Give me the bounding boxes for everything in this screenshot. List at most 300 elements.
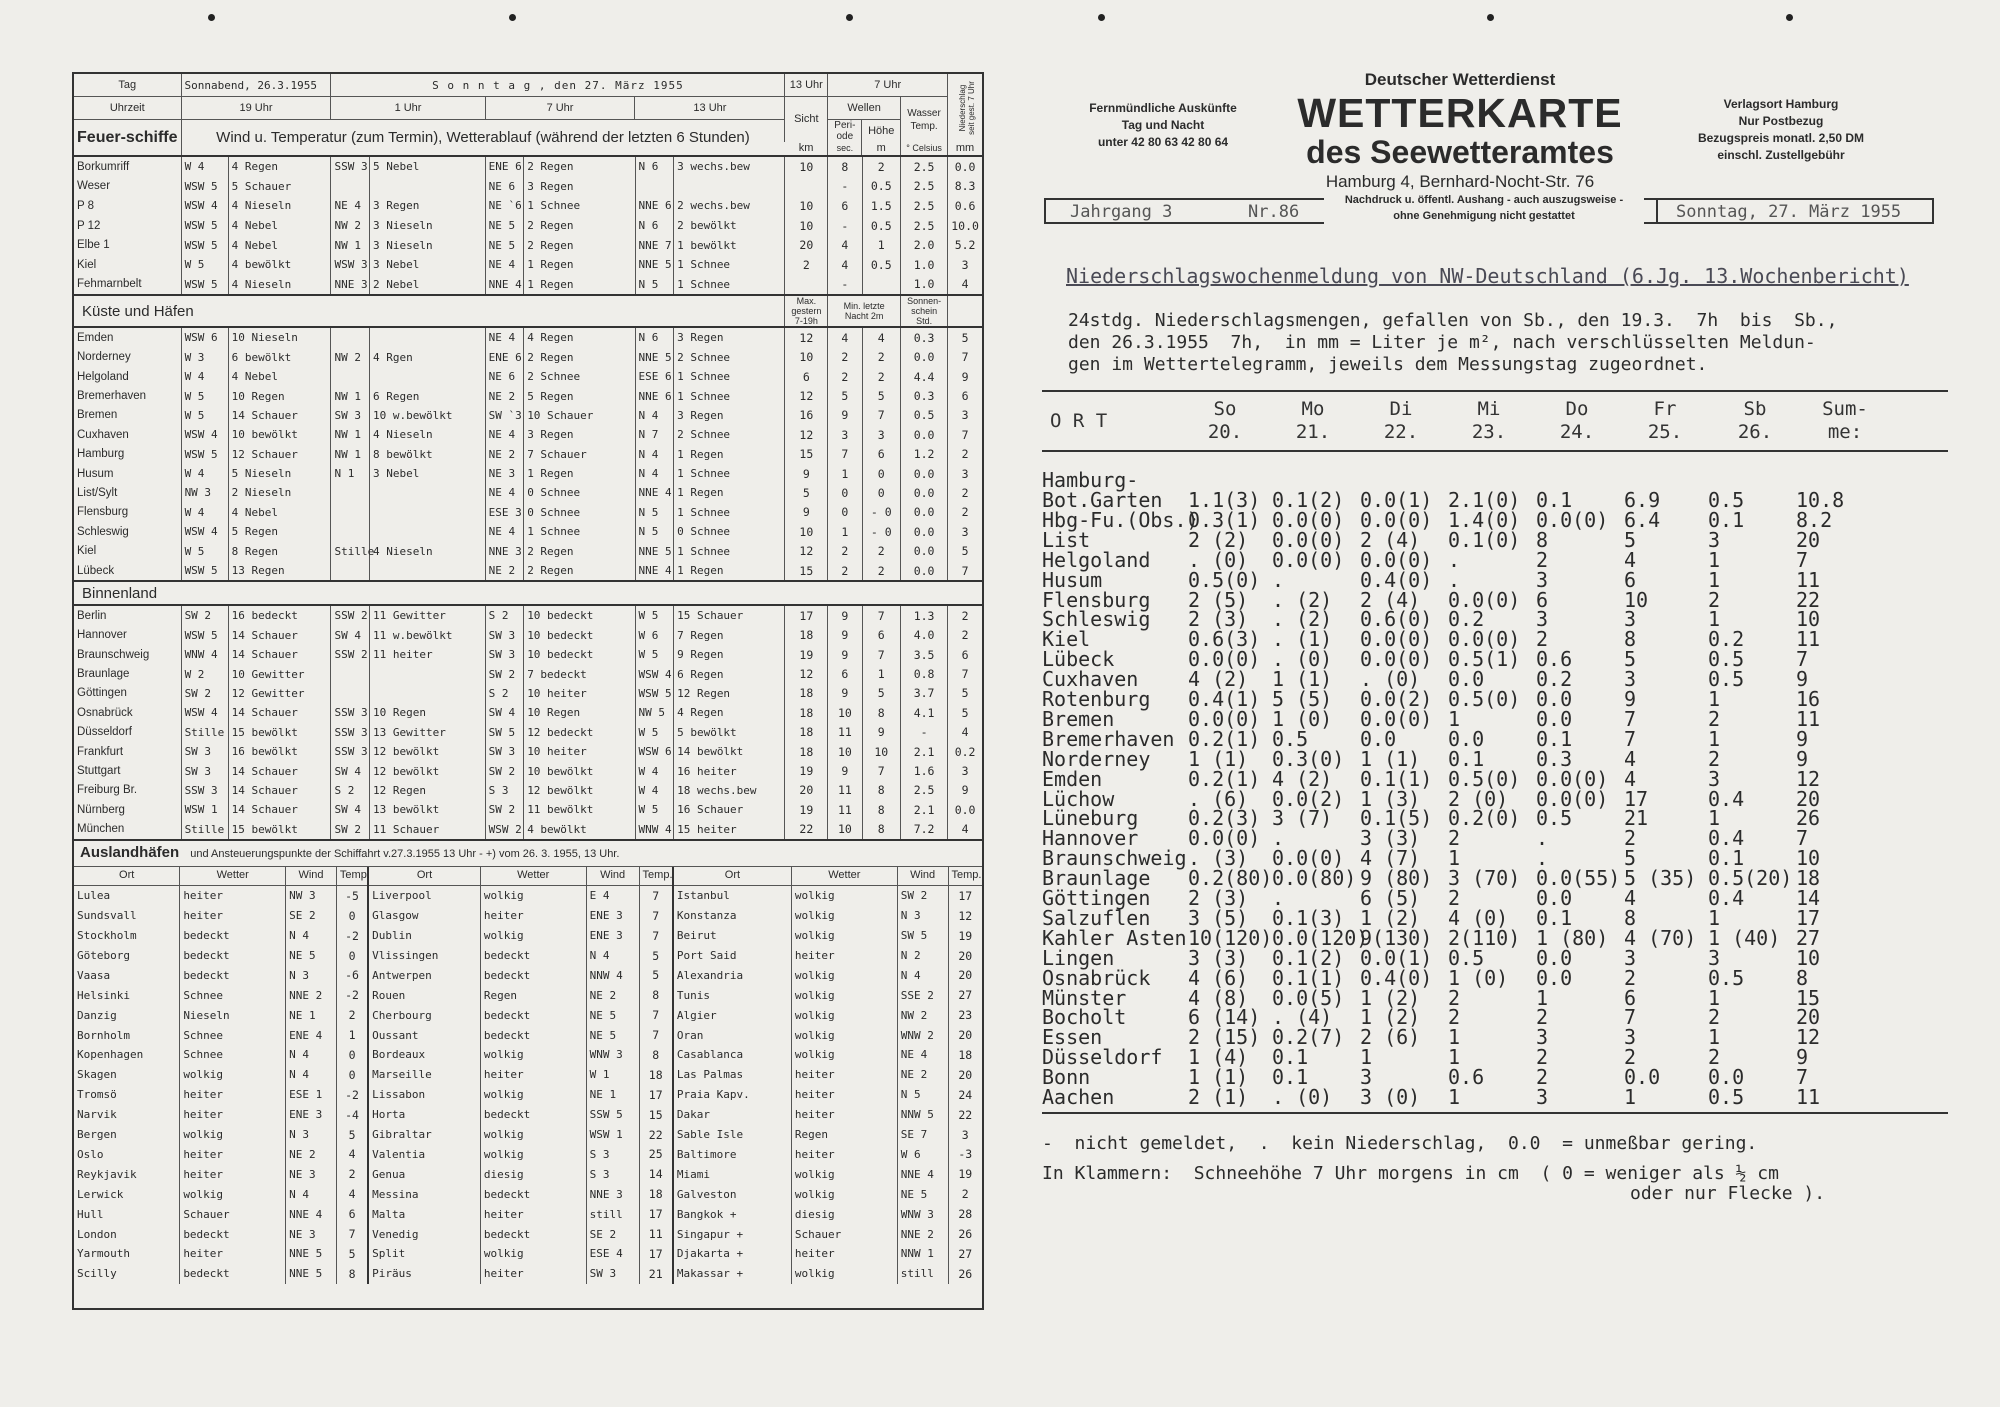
table-cell: SW 2 (897, 885, 948, 905)
col-header-line: 24. (1559, 421, 1595, 443)
table-cell: SSW 3 (331, 742, 370, 761)
precip-value: 0.2(7) (1272, 1025, 1345, 1050)
precip-value: 5 (1624, 846, 1637, 871)
table-cell: 0.0 (901, 464, 948, 483)
station-name: Husum (77, 467, 114, 480)
table-cell: wolkig (791, 926, 897, 946)
table-cell: ESE 6 (635, 367, 674, 386)
table-cell: NE 2 (485, 561, 524, 581)
table-cell: 2 Regen (524, 216, 635, 236)
table-cell: 4.0 (901, 626, 948, 645)
table-cell: 4 (862, 327, 901, 347)
precip-value: . (2) (1272, 607, 1333, 632)
table-cell: -5 (336, 885, 368, 905)
table-cell: 11 bewölkt (524, 800, 635, 819)
table-cell: Stille (181, 820, 228, 839)
station-name: Braunschweig (77, 648, 150, 661)
precip-value: 0.5 (1536, 806, 1573, 831)
table-cell: NE `6 (485, 196, 524, 216)
precip-value: 20 (1796, 786, 1821, 811)
table-cell: 7 (862, 605, 901, 625)
table-cell: 20 (948, 1065, 982, 1085)
table-cell: 22 (639, 1125, 673, 1145)
table-cell: 15 (785, 561, 828, 581)
table-cell: 11 (828, 781, 862, 800)
station-name: Aachen (1042, 1085, 1115, 1109)
table-cell: NNE 3 (485, 541, 524, 560)
precip-value: 5 (5) (1272, 687, 1333, 711)
table-row (74, 157, 982, 177)
table-cell: NE 4 (485, 425, 524, 444)
col-header-line: Do (1565, 398, 1589, 420)
table-cell: 12 (785, 664, 828, 683)
table-cell: 7 (862, 645, 901, 664)
table-cell: 18 (948, 1045, 982, 1065)
table-cell: 0 Schnee (524, 503, 635, 522)
precip-value: . (1272, 886, 1285, 910)
table-cell: 0.6 (948, 196, 982, 216)
table-row (74, 703, 982, 722)
table-cell: 1 Schnee (674, 255, 785, 275)
table-cell: wolkig (480, 1145, 586, 1165)
table-cell: NE 4 (485, 483, 524, 502)
station-name: Frankfurt (77, 745, 124, 758)
table-cell: WSW 5 (181, 626, 228, 645)
table-cell: SW 2 (181, 605, 228, 625)
table-cell: N 4 (286, 926, 337, 946)
table-cell: 10 heiter (524, 684, 635, 703)
table-cell: SSW 2 (331, 605, 370, 625)
table-cell: 10 Nieseln (228, 327, 331, 347)
table-cell: WSW 6 (635, 742, 674, 761)
precip-value: 2 (1624, 826, 1637, 851)
table-cell: 2 (948, 626, 982, 645)
table-cell: diesig (791, 1204, 897, 1224)
table-cell: WSW 4 (181, 522, 228, 541)
precip-value: 2 (1708, 1045, 1721, 1070)
port-name: Galveston (673, 1184, 792, 1204)
table-cell: 11 w.bewölkt (370, 626, 486, 645)
precip-value: 0.0 (1536, 886, 1573, 910)
table-cell: W 6 (635, 626, 674, 645)
precip-value: 0.5 (1708, 667, 1745, 692)
table-cell (370, 664, 486, 683)
table-cell: 10 (828, 820, 862, 839)
table-cell: 14 Schauer (228, 406, 331, 425)
table-cell: 22 (785, 820, 828, 839)
precip-value: 1 (40) (1708, 925, 1781, 950)
station-name: P 8 (77, 199, 95, 212)
station-name: Lüchow (1042, 786, 1115, 811)
table-cell: 24 (948, 1085, 982, 1105)
table-cell: 1.5 (862, 196, 901, 216)
celsius-label: ° Celsius (901, 142, 948, 156)
table-row (74, 216, 982, 236)
precip-value: 2 (3) (1188, 607, 1249, 632)
precip-value: 0.0 (1624, 1065, 1661, 1090)
ausland-col-header: Ort (368, 867, 480, 886)
precip-value: 1 (2) (1360, 905, 1421, 930)
table-cell: 4.4 (901, 367, 948, 386)
precip-value: 0.4 (1708, 826, 1745, 851)
precip-value: 0.0 (1708, 1065, 1745, 1090)
table-cell: 2 bewölkt (674, 216, 785, 236)
precip-value: 2 (1448, 886, 1461, 910)
port-name: Istanbul (673, 885, 792, 905)
mm-label: mm (948, 142, 982, 156)
precip-value: 9 (1624, 687, 1637, 711)
precip-col-header (1278, 398, 1348, 444)
table-cell: NW 2 (331, 348, 370, 367)
table-cell: 5 (948, 703, 982, 722)
table-cell: 12 Gewitter (228, 684, 331, 703)
table-cell: 10 Regen (228, 386, 331, 405)
table-cell: WSW 2 (485, 820, 524, 839)
precip-value: 0.0 (1536, 706, 1573, 731)
precip-row (1040, 1087, 1970, 1107)
table-cell: 17 (785, 605, 828, 625)
table-cell: 6 (862, 445, 901, 464)
table-cell: 3 Regen (674, 327, 785, 347)
station-name: Kahler Asten (1042, 925, 1187, 950)
table-cell: 2 Schnee (674, 348, 785, 367)
table-cell: 21 (639, 1264, 673, 1284)
table-cell: 15 bewölkt (228, 723, 331, 742)
hamburg-prefix-row (1040, 470, 1970, 490)
table-cell: bedeckt (180, 946, 286, 966)
station-name: Schleswig (77, 525, 129, 538)
table-cell: 16 heiter (674, 761, 785, 780)
table-cell: 8 (862, 820, 901, 839)
port-name: Valentia (368, 1145, 480, 1165)
station-name: Münster (1042, 985, 1127, 1010)
precip-value: 0.4(1) (1188, 687, 1261, 711)
table-cell: 13 Gewitter (370, 723, 486, 742)
precip-value: 4 (2) (1188, 667, 1249, 692)
punch-hole (846, 14, 853, 21)
table-cell: SSW 5 (586, 1105, 639, 1125)
table-cell: 2.5 (901, 157, 948, 177)
station-name: Weser (77, 180, 111, 193)
table-cell: 14 Schauer (228, 626, 331, 645)
binnen-title: Binnenland (74, 581, 982, 605)
table-cell: wolkig (480, 1125, 586, 1145)
ausland-row (74, 906, 982, 926)
table-cell: 4 bewölkt (524, 820, 635, 839)
port-name: Bornholm (77, 1028, 130, 1042)
table-cell: bedeckt (480, 1224, 586, 1244)
precip-value: 0.0(0) (1360, 627, 1433, 652)
station-name: Norderney (1042, 746, 1151, 771)
precip-row (1040, 746, 1970, 771)
precip-value: 0.0(0) (1188, 647, 1261, 672)
precip-value: 0.2(1) (1188, 766, 1261, 791)
table-cell: 6 (828, 196, 862, 216)
table-cell: 4 Regen (524, 327, 635, 347)
precip-value: . (1272, 826, 1285, 851)
table-cell: 10 Regen (524, 703, 635, 722)
precip-value: 1 (0) (1272, 706, 1333, 731)
table-cell: NE 6 (485, 177, 524, 197)
precip-value: 3 (1708, 527, 1721, 552)
table-row (74, 348, 982, 367)
ausland-col-header: Ort (673, 867, 792, 886)
table-cell: 5 (336, 1125, 368, 1145)
precip-value: . (0) (1188, 547, 1249, 572)
precip-value: 6.4 (1624, 507, 1661, 532)
table-row (74, 235, 982, 255)
table-cell: heiter (480, 906, 586, 926)
table-cell: 0.0 (948, 157, 982, 177)
precip-value: 2 (1624, 1045, 1637, 1070)
table-cell: 11 Gewitter (370, 605, 486, 625)
precip-value: 26 (1796, 806, 1821, 831)
station-name: Bremen (77, 409, 118, 422)
table-cell: Schnee (180, 985, 286, 1005)
precip-value: 1 (0) (1448, 965, 1509, 990)
table-cell: 11 (828, 800, 862, 819)
table-cell: 14 (639, 1164, 673, 1184)
table-cell: 12 bewölkt (370, 742, 486, 761)
precip-value: 1 (1708, 806, 1721, 831)
table-cell: 6 Regen (370, 386, 486, 405)
precip-value: 4 (7) (1360, 846, 1421, 871)
table-cell: heiter (791, 1145, 897, 1165)
table-cell: 14 Schauer (228, 781, 331, 800)
table-cell: Schnee (180, 1045, 286, 1065)
table-cell: N 4 (286, 1184, 337, 1204)
table-cell: 1 Regen (674, 561, 785, 581)
table-cell: NE 5 (485, 235, 524, 255)
precip-row (1040, 527, 1970, 552)
table-cell: 6 (948, 386, 982, 405)
table-cell: 7 (639, 885, 673, 905)
table-cell: SW 3 (181, 761, 228, 780)
table-cell: 1 Schnee (674, 464, 785, 483)
station-name: Düsseldorf (77, 726, 132, 739)
table-cell: 3 Regen (524, 425, 635, 444)
punch-hole (509, 14, 516, 21)
precip-value: 0.0(80) (1272, 866, 1357, 891)
table-cell: 19 (785, 761, 828, 780)
table-row (74, 425, 982, 444)
table-cell: 7 (948, 561, 982, 581)
table-cell: NNE 4 (897, 1164, 948, 1184)
table-cell: -6 (336, 965, 368, 985)
table-cell: 9 (828, 406, 862, 425)
precip-value: 16 (1796, 687, 1821, 711)
table-cell: 0 (862, 483, 901, 502)
table-cell: WSW 6 (181, 327, 228, 347)
table-cell: NNE 5 (635, 541, 674, 560)
table-cell: 1 Regen (674, 445, 785, 464)
table-cell: NNE 7 (635, 235, 674, 255)
port-name: Beirut (673, 926, 792, 946)
table-cell: 9 (828, 626, 862, 645)
table-cell: 7 (948, 664, 982, 683)
sonntag-date: S o n n t a g , den 27. März 1955 (331, 74, 785, 97)
table-cell: NE 3 (286, 1164, 337, 1184)
table-cell: bedeckt (180, 1224, 286, 1244)
table-cell: NE 5 (586, 1005, 639, 1025)
station-name: Rotenburg (1042, 687, 1151, 711)
ausland-row (74, 1105, 982, 1125)
table-cell: 7 (639, 1025, 673, 1045)
precip-value: 11 (1796, 706, 1821, 731)
table-row (74, 367, 982, 386)
table-cell (331, 503, 370, 522)
table-cell: 2.1 (901, 800, 948, 819)
port-name: Horta (368, 1105, 480, 1125)
table-cell: -2 (336, 985, 368, 1005)
table-cell: WSW 4 (181, 703, 228, 722)
table-cell: heiter (180, 906, 286, 926)
table-cell: W 4 (181, 464, 228, 483)
table-cell: SW 2 (181, 684, 228, 703)
table-cell: WSW 4 (635, 664, 674, 683)
port-name: Split (368, 1244, 480, 1264)
table-cell: 0 (336, 946, 368, 966)
table-cell: -4 (336, 1105, 368, 1125)
table-cell: wolkig (480, 885, 586, 905)
precip-value: . (2) (1272, 587, 1333, 612)
precip-value: 7 (1624, 726, 1637, 751)
table-cell (370, 522, 486, 541)
table-cell: WSW 5 (181, 216, 228, 236)
table-cell: 12 Schauer (228, 445, 331, 464)
precip-value: . (3) (1188, 846, 1249, 871)
table-row (74, 483, 982, 502)
precip-value: 3 (1624, 607, 1637, 632)
station-name: München (77, 823, 125, 836)
port-name: Lulea (77, 889, 111, 903)
table-row (74, 723, 982, 742)
table-cell (370, 684, 486, 703)
table-cell: 0 (336, 1065, 368, 1085)
kueste-title: Küste und Häfen (74, 295, 785, 327)
table-cell: W 4 (181, 367, 228, 386)
ausland-col-header: Wetter (180, 867, 286, 886)
ausland-row (74, 1244, 982, 1264)
table-cell: SSW 3 (331, 723, 370, 742)
table-cell (331, 522, 370, 541)
table-cell: WSW 5 (635, 684, 674, 703)
table-cell: wolkig (480, 1045, 586, 1065)
table-cell: SW 2 (331, 820, 370, 839)
table-cell: 2 Regen (524, 157, 635, 177)
table-cell: 5 (862, 386, 901, 405)
table-cell: 22 (948, 1105, 982, 1125)
precip-value: 0.1(3) (1272, 905, 1345, 930)
table-cell: 3 (948, 761, 982, 780)
table-cell: 15 heiter (674, 820, 785, 839)
table-cell: SW 5 (485, 723, 524, 742)
station-name: Braunschweig (1042, 846, 1187, 871)
table-cell: SW 3 (331, 406, 370, 425)
table-cell: heiter (180, 1164, 286, 1184)
station-name: Osnabrück (1042, 965, 1151, 990)
station-name: Helgoland (1042, 547, 1151, 572)
table-cell: W 5 (181, 406, 228, 425)
port-name: Alexandria (673, 965, 792, 985)
table-cell: 12 bewölkt (524, 781, 635, 800)
precip-value: 0.0(0) (1536, 507, 1609, 532)
precip-value: 0.4(0) (1360, 965, 1433, 990)
col-header-line: Di (1389, 398, 1413, 420)
precip-value: 0.4 (1708, 886, 1745, 910)
col-header-line: Fr (1653, 398, 1677, 420)
table-cell: SW 4 (331, 626, 370, 645)
table-cell: 0.0 (901, 561, 948, 581)
port-name: Praia Kapv. (673, 1085, 792, 1105)
hamburg-prefix: Hamburg- (1042, 468, 1139, 492)
col-header-line: O R T (1050, 410, 1108, 432)
table-cell: 10 bedeckt (524, 605, 635, 625)
table-cell: WNW 3 (586, 1045, 639, 1065)
table-cell: 2 (336, 1005, 368, 1025)
table-cell: 20 (785, 235, 828, 255)
table-cell: WSW 5 (181, 561, 228, 581)
max-label: Max. gestern 7-19h (785, 295, 828, 327)
table-cell: 9 (785, 503, 828, 522)
precip-value: 4 (6) (1188, 965, 1249, 990)
precip-value: 1 (1) (1188, 746, 1249, 771)
table-cell: 12 bewölkt (370, 761, 486, 780)
precip-value: 0.0 (1448, 726, 1485, 751)
table-cell: 19 (785, 800, 828, 819)
table-cell: ESE 4 (586, 1244, 639, 1264)
table-cell: wolkig (791, 1025, 897, 1045)
ausland-table (74, 867, 982, 1284)
precip-value: 1 (1708, 607, 1721, 632)
table-cell: NE 4 (485, 255, 524, 275)
table-row (74, 255, 982, 275)
precip-value: 0.0 (1536, 687, 1573, 711)
port-name: Kopenhagen (77, 1048, 144, 1062)
precip-value: 20 (1796, 1005, 1821, 1030)
sec-label: sec. (828, 142, 862, 156)
port-name: Oran (673, 1025, 792, 1045)
port-name: Port Said (673, 946, 792, 966)
table-cell: 2 (862, 348, 901, 367)
table-cell: 4 (828, 255, 862, 275)
table-cell: heiter (180, 1105, 286, 1125)
precip-value: 7 (1624, 1005, 1637, 1030)
table-cell: 8 (862, 781, 901, 800)
wetterkarte-title: WETTERKARTE (1297, 90, 1623, 136)
precip-value: 1 (4) (1188, 1045, 1249, 1070)
precip-value: 7 (1624, 706, 1637, 731)
port-name: London (77, 1227, 117, 1241)
station-name: Cuxhaven (77, 428, 129, 441)
precip-value: 1 (1708, 1025, 1721, 1050)
table-cell: NNW 1 (897, 1244, 948, 1264)
table-cell: W 4 (635, 781, 674, 800)
table-cell: 2 (948, 483, 982, 502)
table-cell: 8 Regen (228, 541, 331, 560)
table-cell: 10 w.bewölkt (370, 406, 486, 425)
station-name: Berlin (77, 609, 107, 622)
precip-value: 0.5 (1708, 965, 1745, 990)
table-cell: ESE 3 (485, 503, 524, 522)
table-cell: 25 (639, 1145, 673, 1165)
precip-value: 18 (1796, 866, 1821, 891)
table-cell: S 3 (586, 1164, 639, 1184)
table-cell: 0.8 (901, 664, 948, 683)
station-name: Braunlage (77, 668, 130, 681)
table-cell: bedeckt (180, 926, 286, 946)
port-name: Venedig (368, 1224, 480, 1244)
